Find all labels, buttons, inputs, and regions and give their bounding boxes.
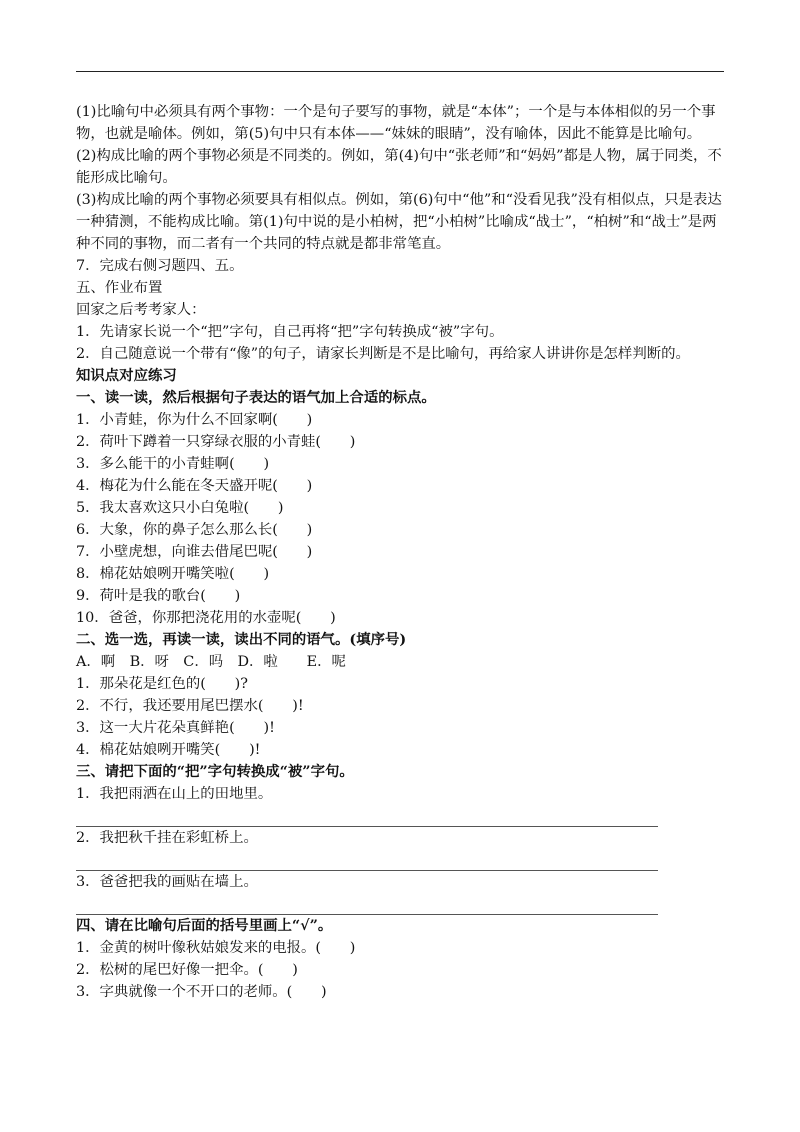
answer-line[interactable] <box>76 849 658 871</box>
homework-item-1: 1．先请家长说一个“把”字句，自己再将“把”字句转换成“被”字句。 <box>76 324 504 340</box>
homework-item-2: 2．自己随意说一个带有“像”的句子，请家长判断是不是比喻句，再给家人讲讲你是怎样判断的。 <box>76 346 690 362</box>
section2-item: 4．棉花姑娘咧开嘴笑( )! <box>76 742 261 758</box>
section3-item: 2．我把秋千挂在彩虹桥上。 <box>76 830 258 846</box>
section1-item: 2．荷叶下蹲着一只穿绿衣服的小青蛙( ) <box>76 434 356 450</box>
section2-item: 3．这一大片花朵真鲜艳( )! <box>76 720 275 736</box>
section1-item: 3．多么能干的小青蛙啊( ) <box>76 456 270 472</box>
section1-item: 10．爸爸，你那把浇花用的水壶呢( ) <box>76 610 336 626</box>
section1-item: 8．棉花姑娘咧开嘴笑啦( ) <box>76 566 270 582</box>
section2-heading: 二、选一选，再读一读，读出不同的语气。(填序号) <box>76 631 407 648</box>
intro-paragraph-3: (3)构成比喻的两个事物必须要具有相似点。例如，第(6)句中“他”和“没看见我”没有相似点，只是表达一种猜测，不能构成比喻。第(1)句中说的是小柏树，把“小柏树”比喻成“战士”，“柏树”和“战士”是两种不同的事物，而二者有一个共同的特点就是都非常笔直。 <box>76 192 722 252</box>
section3-item: 1．我把雨洒在山上的田地里。 <box>76 786 273 802</box>
section1-heading: 一、读一读，然后根据句子表达的语气加上合适的标点。 <box>76 389 436 406</box>
practice-title: 知识点对应练习 <box>76 367 177 384</box>
section1-item: 7．小壁虎想，向谁去借尾巴呢( ) <box>76 544 313 560</box>
section1-item: 1．小青蛙，你为什么不回家啊( ) <box>76 412 313 428</box>
intro-paragraph-2: (2)构成比喻的两个事物必须是不同类的。例如，第(4)句中“张老师”和“妈妈”都是人物，属于同类，不能形成比喻句。 <box>76 148 722 186</box>
answer-line[interactable] <box>76 805 658 827</box>
answer-line[interactable] <box>76 893 658 915</box>
section4-heading: 四、请在比喻句后面的括号里画上“√”。 <box>76 917 333 934</box>
section4-item: 3．字典就像一个不开口的老师。( ) <box>76 984 327 1000</box>
document-body <box>76 101 726 1003</box>
section2-options: A．啊 B．呀 C．吗 D．啦 E．呢 <box>76 654 346 670</box>
homework-heading: 五、作业布置 <box>76 280 163 296</box>
section3-heading: 三、请把下面的“把”字句转换成“被”字句。 <box>76 763 354 780</box>
intro-step-7: 7．完成右侧习题四、五。 <box>76 258 244 274</box>
section1-item: 9．荷叶是我的歌台( ) <box>76 588 241 604</box>
section4-item: 2．松树的尾巴好像一把伞。( ) <box>76 962 298 978</box>
section2-item: 1．那朵花是红色的( )? <box>76 676 249 692</box>
homework-lead: 回家之后考考家人： <box>76 302 206 318</box>
section3-item: 3．爸爸把我的画贴在墙上。 <box>76 874 258 890</box>
section4-item: 1．金黄的树叶像秋姑娘发来的电报。( ) <box>76 940 356 956</box>
section2-item: 2．不行，我还要用尾巴摆水( )! <box>76 698 304 714</box>
section1-item: 5．我太喜欢这只小白兔啦( ) <box>76 500 284 516</box>
header-rule <box>76 71 724 72</box>
section1-item: 6．大象，你的鼻子怎么那么长( ) <box>76 522 313 538</box>
intro-paragraph-1: (1)比喻句中必须具有两个事物：一个是句子要写的事物，就是“本体”；一个是与本体相似的另一个事物，也就是喻体。例如，第(5)句中只有本体——“妹妹的眼睛”，没有喻体，因此不能算是比喻句。 <box>76 104 716 142</box>
section1-item: 4．梅花为什么能在冬天盛开呢( ) <box>76 478 313 494</box>
